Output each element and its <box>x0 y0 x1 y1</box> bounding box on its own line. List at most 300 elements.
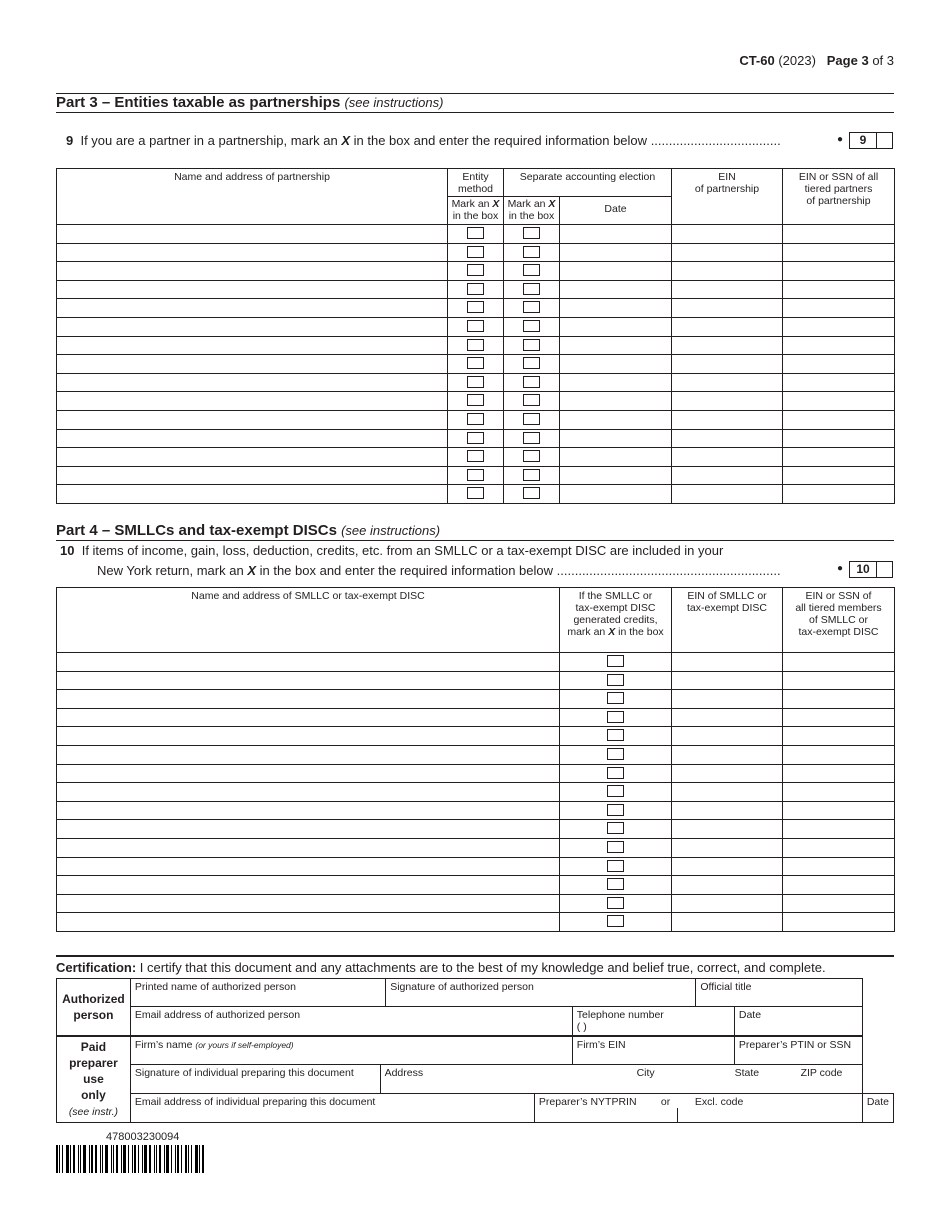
partnership-row-checkbox[interactable] <box>467 413 484 425</box>
partnership-checkbox-cell <box>504 243 560 262</box>
partnership-checkbox-cell <box>448 410 504 429</box>
partnership-checkbox-cell <box>448 392 504 411</box>
barcode-bar <box>132 1145 133 1173</box>
partnership-row-checkbox[interactable] <box>467 376 484 388</box>
partnership-entry-cell[interactable] <box>672 485 783 504</box>
bullet-icon: ● <box>837 134 844 145</box>
smllc-row-checkbox[interactable] <box>607 767 624 779</box>
partnership-row-checkbox[interactable] <box>523 376 540 388</box>
partnership-row-checkbox[interactable] <box>523 264 540 276</box>
partnership-checkbox-cell <box>448 243 504 262</box>
line-9-leader: .................................... <box>650 133 781 148</box>
partnership-row-checkbox[interactable] <box>523 450 540 462</box>
smllc-row-checkbox[interactable] <box>607 692 624 704</box>
barcode-bar <box>128 1145 129 1173</box>
line-9-box-label: 9 <box>850 133 877 148</box>
partnership-entry-cell[interactable] <box>560 317 672 336</box>
partnership-row-checkbox[interactable] <box>467 246 484 258</box>
smllc-table <box>56 587 895 932</box>
partnership-entry-cell[interactable] <box>57 299 448 318</box>
partnership-row <box>57 355 895 374</box>
partnership-checkbox-cell <box>448 355 504 374</box>
partnership-checkbox-cell <box>504 225 560 244</box>
barcode-bar <box>171 1145 172 1173</box>
smllc-entry-cell[interactable] <box>57 708 560 727</box>
partnership-entry-cell[interactable] <box>783 429 895 448</box>
partnership-entry-cell[interactable] <box>560 262 672 281</box>
smllc-row <box>57 913 895 932</box>
preparer-signature-field[interactable]: Signature of individual preparing this document <box>130 1065 380 1094</box>
form-year: (2023) <box>778 53 816 68</box>
smllc-entry-cell[interactable] <box>783 876 895 895</box>
preparer-address-field[interactable]: Address City State ZIP code <box>380 1065 862 1094</box>
barcode-bar <box>78 1145 79 1173</box>
partnership-entry-cell[interactable] <box>783 485 895 504</box>
partnership-entry-cell[interactable] <box>560 392 672 411</box>
smllc-entry-cell[interactable] <box>783 820 895 839</box>
partnership-entry-cell[interactable] <box>783 317 895 336</box>
partnership-entry-cell[interactable] <box>560 225 672 244</box>
smllc-row <box>57 708 895 727</box>
barcode-bar <box>142 1145 143 1173</box>
smllc-checkbox-cell <box>560 690 672 709</box>
smllc-entry-cell[interactable] <box>57 876 560 895</box>
barcode-bar <box>95 1145 97 1173</box>
smllc-checkbox-cell <box>560 894 672 913</box>
signature-table <box>56 978 894 1123</box>
auth-date-field[interactable]: Date <box>734 1007 862 1037</box>
smllc-entry-cell[interactable] <box>783 801 895 820</box>
barcode-bar <box>134 1145 136 1173</box>
smllc-entry-cell[interactable] <box>783 745 895 764</box>
smllc-entry-cell[interactable] <box>783 764 895 783</box>
smllc-checkbox-cell <box>560 820 672 839</box>
partnership-row <box>57 485 895 504</box>
barcode-bar <box>199 1145 200 1173</box>
partnership-checkbox-cell <box>504 373 560 392</box>
smllc-entry-cell[interactable] <box>672 727 783 746</box>
smllc-entry-cell[interactable] <box>57 820 560 839</box>
smllc-entry-cell[interactable] <box>783 727 895 746</box>
partnership-row-checkbox[interactable] <box>523 394 540 406</box>
smllc-entry-cell[interactable] <box>57 671 560 690</box>
partnership-checkbox-cell <box>504 299 560 318</box>
ptin-field[interactable]: Preparer’s PTIN or SSN <box>734 1036 862 1065</box>
preparer-date-field[interactable]: Date <box>862 1094 893 1123</box>
smllc-row-checkbox[interactable] <box>607 655 624 667</box>
smllc-entry-cell[interactable] <box>672 801 783 820</box>
line-10-box-label: 10 <box>850 562 877 577</box>
partnership-row-checkbox[interactable] <box>467 469 484 481</box>
partnership-row-checkbox[interactable] <box>467 394 484 406</box>
partnership-entry-cell[interactable] <box>560 336 672 355</box>
barcode-bar <box>154 1145 155 1173</box>
partnership-row-checkbox[interactable] <box>523 339 540 351</box>
partnership-entry-cell[interactable] <box>672 466 783 485</box>
partnership-row <box>57 410 895 429</box>
barcode-bar <box>175 1145 176 1173</box>
smllc-entry-cell[interactable] <box>672 894 783 913</box>
partnership-row-checkbox[interactable] <box>467 264 484 276</box>
smllc-row <box>57 727 895 746</box>
partnership-checkbox-cell <box>504 410 560 429</box>
barcode-bar <box>156 1145 157 1173</box>
partnership-row-checkbox[interactable] <box>523 320 540 332</box>
partnership-row <box>57 392 895 411</box>
partnership-checkbox-cell <box>448 336 504 355</box>
partnership-row <box>57 262 895 281</box>
part4-title: Part 4 – SMLLCs and tax-exempt DISCs (see instructions) <box>56 522 441 539</box>
partnership-entry-cell[interactable] <box>783 466 895 485</box>
partnership-entry-cell[interactable] <box>672 429 783 448</box>
partnership-checkbox-cell <box>448 262 504 281</box>
partnership-checkbox-cell <box>448 466 504 485</box>
partnership-entry-cell[interactable] <box>672 317 783 336</box>
barcode-bar <box>191 1145 192 1173</box>
smllc-row-checkbox[interactable] <box>607 860 624 872</box>
partnership-checkbox-cell <box>504 392 560 411</box>
partnership-row-checkbox[interactable] <box>523 301 540 313</box>
partnership-checkbox-cell <box>448 429 504 448</box>
partnership-row-checkbox[interactable] <box>523 487 540 499</box>
smllc-entry-cell[interactable] <box>672 708 783 727</box>
smllc-entry-cell[interactable] <box>783 857 895 876</box>
smllc-entry-cell[interactable] <box>672 690 783 709</box>
barcode-bar <box>56 1145 58 1173</box>
smllc-entry-cell[interactable] <box>672 838 783 857</box>
partnership-entry-cell[interactable] <box>57 355 448 374</box>
partnership-entry-cell[interactable] <box>57 280 448 299</box>
smllc-entry-cell[interactable] <box>57 690 560 709</box>
smllc-row <box>57 764 895 783</box>
official-title-field[interactable]: Official title <box>696 979 862 1007</box>
page-number: Page 3 <box>826 53 869 68</box>
partnership-checkbox-cell <box>504 355 560 374</box>
partnership-row <box>57 429 895 448</box>
barcode-bar <box>166 1145 169 1173</box>
partnership-row-checkbox[interactable] <box>467 227 484 239</box>
col-entity-mark-header: Mark an X in the box <box>448 197 504 225</box>
barcode-bar <box>73 1145 75 1173</box>
smllc-row <box>57 894 895 913</box>
smllc-entry-cell[interactable] <box>57 727 560 746</box>
smllc-entry-cell[interactable] <box>57 745 560 764</box>
line-9-checkbox[interactable] <box>849 132 893 149</box>
partnership-entry-cell[interactable] <box>560 429 672 448</box>
partnership-entry-cell[interactable] <box>57 336 448 355</box>
smllc-row-checkbox[interactable] <box>607 804 624 816</box>
partnership-row <box>57 336 895 355</box>
partnership-entry-cell[interactable] <box>57 429 448 448</box>
smllc-row <box>57 857 895 876</box>
barcode-number: 478003230094 <box>106 1131 180 1143</box>
col-sep-election-header: Separate accounting election <box>504 169 672 197</box>
line-10-continued: New York return, mark an X in the box and enter the required information below .............................................................. <box>97 563 781 578</box>
page-of: of 3 <box>872 53 894 68</box>
partnership-entry-cell[interactable] <box>560 466 672 485</box>
printed-name-field[interactable]: Printed name of authorized person <box>130 979 385 1007</box>
smllc-row-checkbox[interactable] <box>607 915 624 927</box>
line-10-number: 10 <box>60 543 75 558</box>
partnership-row-checkbox[interactable] <box>467 432 484 444</box>
partnership-entry-cell[interactable] <box>783 373 895 392</box>
certification-label: Certification: <box>56 960 137 975</box>
partnership-entry-cell[interactable] <box>672 299 783 318</box>
partnership-row <box>57 225 895 244</box>
smllc-entry-cell[interactable] <box>783 913 895 932</box>
barcode-bar <box>185 1145 187 1173</box>
partnership-entry-cell[interactable] <box>57 225 448 244</box>
smllc-checkbox-cell <box>560 745 672 764</box>
partnership-entry-cell[interactable] <box>783 225 895 244</box>
partnership-entry-cell[interactable] <box>783 243 895 262</box>
partnership-row-checkbox[interactable] <box>467 301 484 313</box>
partnership-entry-cell[interactable] <box>57 392 448 411</box>
partnership-entry-cell[interactable] <box>783 392 895 411</box>
smllc-entry-cell[interactable] <box>672 820 783 839</box>
smllc-row <box>57 745 895 764</box>
smllc-checkbox-cell <box>560 727 672 746</box>
certification-statement: Certification: I certify that this document and any attachments are to the best of my knowledge and belief true, correct, and complete. <box>56 960 826 975</box>
barcode-bar <box>111 1145 112 1173</box>
smllc-entry-cell[interactable] <box>672 671 783 690</box>
partnership-checkbox-cell <box>504 485 560 504</box>
partnership-row-checkbox[interactable] <box>523 283 540 295</box>
part3-title-note: (see instructions) <box>344 95 444 110</box>
col-smllc-ein-header: EIN of SMLLC or tax-exempt DISC <box>672 588 783 653</box>
barcode-bar <box>144 1145 147 1173</box>
firm-ein-field[interactable]: Firm’s EIN <box>572 1036 734 1065</box>
col-name-header: Name and address of partnership <box>57 169 448 225</box>
auth-email-field[interactable]: Email address of authorized person <box>130 1007 572 1037</box>
barcode-bar <box>59 1145 60 1173</box>
partnership-row <box>57 373 895 392</box>
smllc-entry-cell[interactable] <box>57 653 560 672</box>
partnership-row-checkbox[interactable] <box>523 432 540 444</box>
smllc-entry-cell[interactable] <box>672 745 783 764</box>
partnership-checkbox-cell <box>504 262 560 281</box>
smllc-row <box>57 801 895 820</box>
smllc-row-checkbox[interactable] <box>607 841 624 853</box>
smllc-entry-cell[interactable] <box>672 764 783 783</box>
smllc-row-checkbox[interactable] <box>607 897 624 909</box>
col-smllc-name-header: Name and address of SMLLC or tax-exempt DISC <box>57 588 560 653</box>
partnership-entry-cell[interactable] <box>672 280 783 299</box>
smllc-row <box>57 876 895 895</box>
partnership-entry-cell[interactable] <box>57 262 448 281</box>
partnership-row <box>57 243 895 262</box>
partnership-entry-cell[interactable] <box>672 410 783 429</box>
barcode-bar <box>164 1145 165 1173</box>
barcode-bar <box>89 1145 90 1173</box>
partnership-entry-cell[interactable] <box>783 355 895 374</box>
partnership-entry-cell[interactable] <box>783 262 895 281</box>
partnership-entry-cell[interactable] <box>560 410 672 429</box>
line-10: 10 If items of income, gain, loss, deduction, credits, etc. from an SMLLC or a tax-exempt DISC are included in your <box>60 543 724 558</box>
barcode-bar <box>123 1145 126 1173</box>
partnership-row <box>57 299 895 318</box>
partnership-row-checkbox[interactable] <box>523 227 540 239</box>
partnership-entry-cell[interactable] <box>57 410 448 429</box>
barcode-bar <box>121 1145 122 1173</box>
barcode-bar <box>149 1145 151 1173</box>
partnership-entry-cell[interactable] <box>57 317 448 336</box>
smllc-entry-cell[interactable] <box>57 894 560 913</box>
partnership-row-checkbox[interactable] <box>467 450 484 462</box>
telephone-field[interactable]: Telephone number ( ) <box>572 1007 734 1037</box>
partnership-row <box>57 466 895 485</box>
partnership-entry-cell[interactable] <box>57 243 448 262</box>
col-sep-mark-header: Mark an X in the box <box>504 197 560 225</box>
partnership-row-checkbox[interactable] <box>467 320 484 332</box>
smllc-entry-cell[interactable] <box>57 764 560 783</box>
partnership-entry-cell[interactable] <box>560 355 672 374</box>
smllc-row-checkbox[interactable] <box>607 878 624 890</box>
partnership-entry-cell[interactable] <box>783 336 895 355</box>
smllc-row-checkbox[interactable] <box>607 711 624 723</box>
smllc-entry-cell[interactable] <box>57 801 560 820</box>
partnership-entry-cell[interactable] <box>560 299 672 318</box>
smllc-entry-cell[interactable] <box>672 876 783 895</box>
smllc-entry-cell[interactable] <box>783 783 895 802</box>
barcode <box>56 1145 238 1173</box>
partnership-entry-cell[interactable] <box>672 355 783 374</box>
partnership-entry-cell[interactable] <box>672 243 783 262</box>
smllc-entry-cell[interactable] <box>672 783 783 802</box>
partnership-row-checkbox[interactable] <box>467 357 484 369</box>
partnership-entry-cell[interactable] <box>783 410 895 429</box>
form-id: CT-60 <box>739 53 775 68</box>
partnership-entry-cell[interactable] <box>672 448 783 467</box>
smllc-row-checkbox[interactable] <box>607 785 624 797</box>
barcode-bar <box>159 1145 161 1173</box>
partnership-row <box>57 280 895 299</box>
page-header <box>739 53 894 68</box>
partnership-checkbox-cell <box>504 280 560 299</box>
col-smllc-tiered-header: EIN or SSN of all tiered members of SMLLC or tax-exempt DISC <box>783 588 895 653</box>
smllc-row <box>57 653 895 672</box>
partnership-row-checkbox[interactable] <box>523 246 540 258</box>
partnership-entry-cell[interactable] <box>672 373 783 392</box>
signature-field[interactable]: Signature of authorized person <box>386 979 696 1007</box>
part3-bottom-rule <box>56 112 894 113</box>
partnership-checkbox-cell <box>504 336 560 355</box>
barcode-bar <box>102 1145 103 1173</box>
smllc-entry-cell[interactable] <box>57 857 560 876</box>
partnership-row-checkbox[interactable] <box>523 357 540 369</box>
partnership-entry-cell[interactable] <box>783 299 895 318</box>
smllc-entry-cell[interactable] <box>783 690 895 709</box>
partnership-entry-cell[interactable] <box>672 392 783 411</box>
partnership-checkbox-cell <box>448 448 504 467</box>
smllc-entry-cell[interactable] <box>783 894 895 913</box>
barcode-bar <box>80 1145 81 1173</box>
smllc-entry-cell[interactable] <box>783 708 895 727</box>
smllc-entry-cell[interactable] <box>57 838 560 857</box>
smllc-row-checkbox[interactable] <box>607 822 624 834</box>
partnership-entry-cell[interactable] <box>672 336 783 355</box>
smllc-row-checkbox[interactable] <box>607 674 624 686</box>
nytprin-field[interactable]: Preparer’s NYTPRIN or Excl. code <box>534 1094 862 1123</box>
partnership-row-checkbox[interactable] <box>523 413 540 425</box>
smllc-checkbox-cell <box>560 671 672 690</box>
col-ein-header: EIN of partnership <box>672 169 783 225</box>
partnership-entry-cell[interactable] <box>560 373 672 392</box>
partnership-checkbox-cell <box>448 299 504 318</box>
smllc-row <box>57 838 895 857</box>
barcode-bar <box>62 1145 63 1173</box>
smllc-entry-cell[interactable] <box>672 913 783 932</box>
partnership-checkbox-cell <box>448 485 504 504</box>
smllc-entry-cell[interactable] <box>783 671 895 690</box>
partnership-entry-cell[interactable] <box>783 448 895 467</box>
smllc-entry-cell[interactable] <box>783 653 895 672</box>
partnership-entry-cell[interactable] <box>560 243 672 262</box>
barcode-bar <box>202 1145 204 1173</box>
smllc-row-checkbox[interactable] <box>607 729 624 741</box>
col-date-header: Date <box>560 197 672 225</box>
partnership-entry-cell[interactable] <box>57 373 448 392</box>
partnership-entry-cell[interactable] <box>57 448 448 467</box>
partnership-entry-cell[interactable] <box>57 485 448 504</box>
partnership-entry-cell[interactable] <box>57 466 448 485</box>
line-9: 9 If you are a partner in a partnership, mark an X in the box and enter the required information below .................................... <box>66 133 781 148</box>
partnership-row-checkbox[interactable] <box>523 469 540 481</box>
partnership-entry-cell[interactable] <box>560 485 672 504</box>
partnership-entry-cell[interactable] <box>672 262 783 281</box>
barcode-bar <box>113 1145 114 1173</box>
smllc-entry-cell[interactable] <box>783 838 895 857</box>
line-9-number: 9 <box>66 133 74 148</box>
barcode-bar <box>177 1145 179 1173</box>
smllc-entry-cell[interactable] <box>57 783 560 802</box>
smllc-row <box>57 671 895 690</box>
partnership-entry-cell[interactable] <box>560 280 672 299</box>
partnership-checkbox-cell <box>448 317 504 336</box>
smllc-checkbox-cell <box>560 801 672 820</box>
partnership-checkbox-cell <box>504 429 560 448</box>
partnership-row-checkbox[interactable] <box>467 487 484 499</box>
col-generated-credits-header: If the SMLLC or tax-exempt DISC generated credits, mark an X in the box <box>560 588 672 653</box>
partnership-checkbox-cell <box>504 317 560 336</box>
col-entity-header: Entity method <box>448 169 504 197</box>
smllc-checkbox-cell <box>560 857 672 876</box>
smllc-entry-cell[interactable] <box>672 857 783 876</box>
barcode-bar <box>138 1145 139 1173</box>
firm-name-field[interactable]: Firm’s name (or yours if self-employed) <box>130 1036 572 1065</box>
partnership-entry-cell[interactable] <box>783 280 895 299</box>
preparer-email-field[interactable]: Email address of individual preparing this document <box>130 1094 534 1123</box>
partnership-checkbox-cell <box>448 225 504 244</box>
partnership-entry-cell[interactable] <box>560 448 672 467</box>
partnership-checkbox-cell <box>448 373 504 392</box>
smllc-entry-cell[interactable] <box>57 913 560 932</box>
col-tiered-header: EIN or SSN of all tiered partners of partnership <box>783 169 895 225</box>
barcode-bar <box>91 1145 93 1173</box>
smllc-entry-cell[interactable] <box>672 653 783 672</box>
smllc-checkbox-cell <box>560 876 672 895</box>
smllc-row-checkbox[interactable] <box>607 748 624 760</box>
smllc-checkbox-cell <box>560 764 672 783</box>
partnership-row-checkbox[interactable] <box>467 283 484 295</box>
barcode-bar <box>116 1145 118 1173</box>
partnership-row-checkbox[interactable] <box>467 339 484 351</box>
barcode-bar <box>188 1145 189 1173</box>
partnership-entry-cell[interactable] <box>672 225 783 244</box>
line-10-checkbox[interactable] <box>849 561 893 578</box>
certification-rule <box>56 955 894 957</box>
authorized-person-label: Authorized person <box>57 979 131 1037</box>
